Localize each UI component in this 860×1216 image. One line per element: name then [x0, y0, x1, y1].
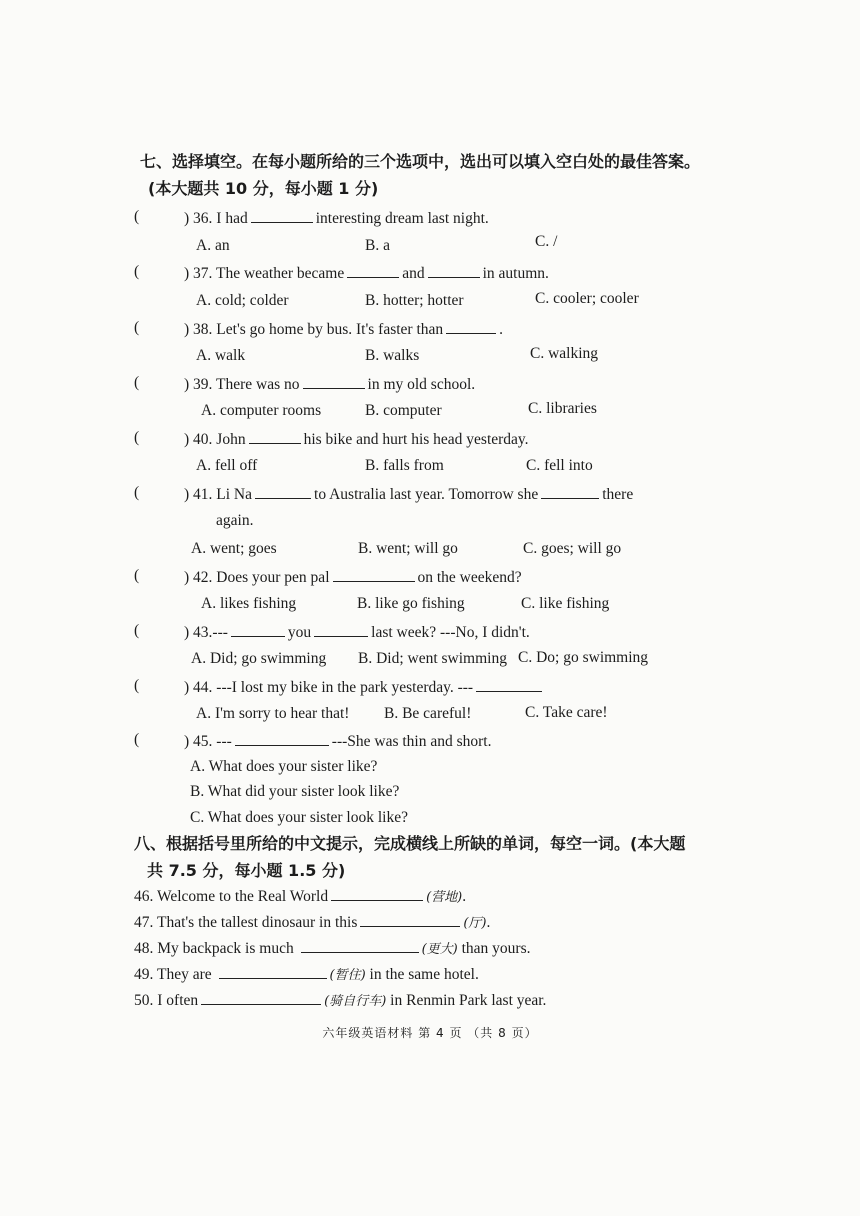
fill-item-46: 46. Welcome to the Real World (营地).	[134, 888, 467, 905]
option-a[interactable]: A. What does your sister like?	[190, 758, 378, 775]
chinese-hint: (更大)	[421, 942, 458, 957]
option-b[interactable]: B. hotter; hotter	[365, 292, 464, 309]
option-c[interactable]: C. cooler; cooler	[535, 290, 639, 307]
answer-blank[interactable]	[301, 938, 419, 953]
section-8-heading	[134, 830, 694, 884]
section-8-title: 八、根据括号里所给的中文提示，完成横线上所缺的单词，每空一词。(本大题	[134, 834, 686, 853]
answer-blank[interactable]	[249, 429, 301, 444]
option-b[interactable]: B. Be careful!	[384, 705, 472, 722]
option-b[interactable]: B. a	[365, 237, 390, 254]
answer-blank[interactable]	[255, 484, 311, 499]
answer-blank[interactable]	[251, 208, 313, 223]
answer-blank[interactable]	[446, 319, 496, 334]
answer-paren: (	[134, 429, 140, 446]
option-c[interactable]: C. libraries	[528, 400, 597, 417]
option-c[interactable]: C. like fishing	[521, 595, 610, 612]
chinese-hint: (营地)	[426, 890, 463, 905]
option-a[interactable]: A. computer rooms	[201, 402, 322, 419]
option-a[interactable]: A. cold; colder	[196, 292, 289, 309]
answer-paren: (	[134, 263, 140, 280]
answer-blank[interactable]	[428, 263, 480, 278]
chinese-hint: (暂住)	[329, 968, 366, 983]
answer-paren: (	[134, 622, 140, 639]
answer-blank[interactable]	[331, 886, 423, 901]
option-b[interactable]: B. Did; went swimming	[358, 650, 507, 667]
option-a[interactable]: A. likes fishing	[201, 595, 297, 612]
answer-blank[interactable]	[347, 263, 399, 278]
option-a[interactable]: A. fell off	[196, 457, 258, 474]
answer-paren: (	[134, 208, 140, 225]
section-7-subtitle: (本大题共 10 分，每小题 1 分)	[148, 179, 379, 198]
fill-item-48: 48. My backpack is much (更大) than yours.	[134, 940, 531, 957]
option-c[interactable]: C. Take care!	[525, 704, 608, 721]
answer-blank[interactable]	[360, 912, 460, 927]
option-b[interactable]: B. like go fishing	[357, 595, 465, 612]
answer-blank[interactable]	[476, 677, 542, 692]
answer-blank[interactable]	[314, 622, 368, 637]
answer-paren: (	[134, 677, 140, 694]
answer-blank[interactable]	[219, 964, 327, 979]
option-b[interactable]: B. falls from	[365, 457, 444, 474]
fill-item-47: 47. That's the tallest dinosaur in this (厅).	[134, 914, 491, 931]
answer-blank[interactable]	[235, 731, 329, 746]
answer-blank[interactable]	[231, 622, 285, 637]
chinese-hint: (厅)	[463, 916, 487, 931]
answer-paren: (	[134, 567, 140, 584]
option-c[interactable]: C. goes; will go	[523, 540, 622, 557]
option-c[interactable]: C. fell into	[526, 457, 593, 474]
option-c[interactable]: C. Do; go swimming	[518, 649, 649, 666]
question-41-continuation: again.	[216, 512, 254, 529]
option-c[interactable]: C. /	[535, 233, 558, 250]
answer-paren: (	[134, 374, 140, 391]
option-a[interactable]: A. went; goes	[191, 540, 277, 557]
answer-blank[interactable]	[541, 484, 599, 499]
option-b[interactable]: B. computer	[365, 402, 442, 419]
option-a[interactable]: A. an	[196, 237, 230, 254]
section-7-heading	[140, 148, 710, 202]
option-b[interactable]: B. What did your sister look like?	[190, 783, 400, 800]
answer-paren: (	[134, 731, 140, 748]
option-c[interactable]: C. What does your sister look like?	[190, 809, 408, 826]
answer-blank[interactable]	[303, 374, 365, 389]
fill-item-50: 50. I often (骑自行车) in Renmin Park last year.	[134, 992, 547, 1009]
page-footer: 六年级英语材料 第 4 页 （共 8 页）	[322, 1026, 538, 1040]
answer-paren: (	[134, 484, 140, 501]
chinese-hint: (骑自行车)	[324, 994, 387, 1009]
option-a[interactable]: A. I'm sorry to hear that!	[196, 705, 350, 722]
fill-item-49: 49. They are (暂住) in the same hotel.	[134, 966, 479, 983]
option-c[interactable]: C. walking	[530, 345, 599, 362]
answer-paren: (	[134, 319, 140, 336]
answer-blank[interactable]	[201, 990, 321, 1005]
option-b[interactable]: B. walks	[365, 347, 420, 364]
option-a[interactable]: A. walk	[196, 347, 246, 364]
exam-page: 七、选择填空。在每小题所给的三个选项中，选出可以填入空白处的最佳答案。 (本大题共 10 分，每小题 1 分) ( ) 36. I had interesting dream last night. A. an B. a C. / ( ) 37. The weather became and in autumn. A. cold; colder B. hotter; hotter C. cooler; cooler ( ) 38. Let's go home by bus. It's faster than . A. walk B. walks C. walking ( ) 39. There was no in my old school. A. computer rooms B. computer C. libraries ( ) 40. John his bike and hurt his head yesterday. A. fell off B. falls from C. fell into ( ) 41. Li Na to Australia last year. Tomorrow she there again. A. went; goes B. went; will go C. goes; will go ( ) 42. Does your pen pal on the weekend? A. likes fishing B. like go fishing C. like fishing ( ) 43.--- you last week? ---No, I didn't. A. Did; go swimming B. Did; went swimming C. Do; go swimming ( ) 44. ---I lost my bike in the park yesterday. --- A. I'm sorry to hear that! B. Be careful! C. Take care! ( ) 45. --- ---She was thin and short. A. What does your sister like? B. What did your sister look like? C. What does your sister look like? 八、根据括号里所给的中文提示，完成横线上所缺的单词，每空一词。(本大题 共 7.5 分，每小题 1.5 分) 46. Welcome to the Real World (营地). 47. That's the tallest dinosaur in this (厅). 48. My backpack is much (更大) than yours. 49. They are (暂住) in the same hotel. 50. I often (骑自行车) in Renmin Park last year. 六年级英语材料 第 4 页 （共 8 页）	[0, 0, 860, 1216]
option-b[interactable]: B. went; will go	[358, 540, 458, 557]
answer-blank[interactable]	[333, 567, 415, 582]
section-7-title: 七、选择填空。在每小题所给的三个选项中，选出可以填入空白处的最佳答案。	[140, 152, 701, 171]
option-a[interactable]: A. Did; go swimming	[191, 650, 327, 667]
section-8-subtitle: 共 7.5 分，每小题 1.5 分)	[147, 861, 346, 880]
